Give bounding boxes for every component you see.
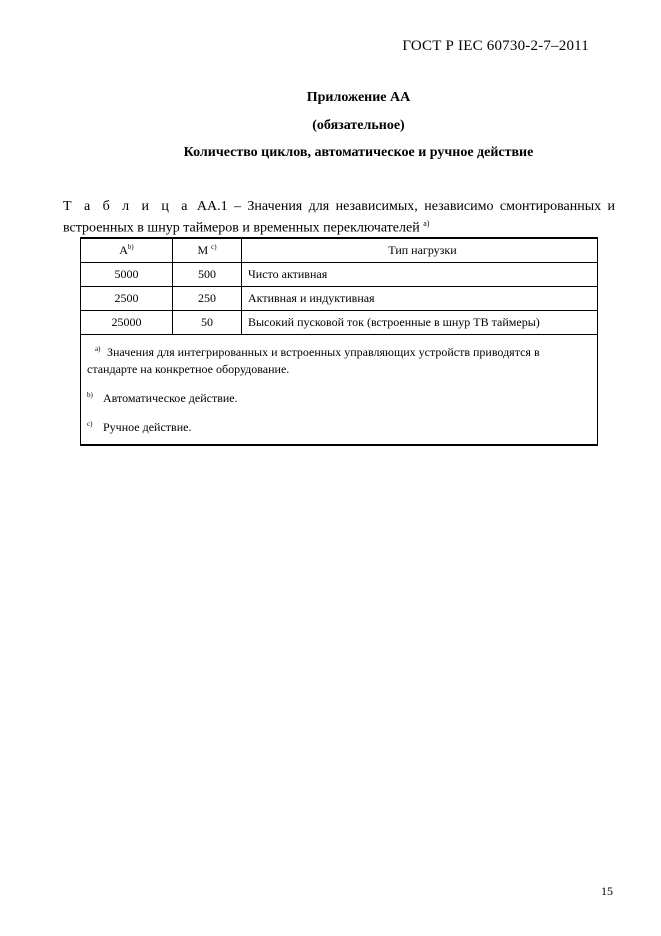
table-notes-row: [81, 335, 598, 446]
cell-m: 250: [173, 287, 242, 311]
table-caption-label: Т а б л и ц а: [63, 199, 191, 214]
annex-status: (обязательное): [312, 118, 405, 133]
note-mark: a): [95, 345, 101, 353]
column-header-a: $A^{b)}$: [81, 238, 173, 263]
table-row: [81, 263, 598, 287]
column-header-a-sup: b): [127, 243, 134, 251]
page-number: 15: [601, 884, 613, 898]
table-caption: [63, 198, 615, 237]
note-text: Автоматическое действие.: [103, 391, 238, 405]
note-mark: c): [87, 420, 93, 428]
table-note: [87, 341, 591, 378]
table-note: [87, 416, 591, 436]
note-text: Значения для интегрированных и встроенных управляющих устройств приводятся в стандарте на конкретное оборудование.: [87, 345, 540, 376]
column-header-m: M $^{c)}$: [173, 238, 242, 263]
document-id: ГОСТ Р IEC 60730-2-7–2011: [402, 38, 589, 54]
cell-load-type: Чисто активная: [242, 263, 598, 287]
cycles-table: [80, 237, 598, 446]
table-caption-text: АА.1 – Значения для независимых, независимо смонтированных и встроенных в шнур таймеров и временных переключателей: [63, 199, 615, 236]
cell-m: 50: [173, 311, 242, 335]
note-mark: b): [87, 391, 93, 399]
cell-load-type: Высокий пусковой ток (встроенные в шнур ТВ таймеры): [242, 311, 598, 335]
table-notes: [81, 335, 598, 446]
table-caption-note-ref: a): [423, 219, 430, 228]
cell-load-type: Активная и индуктивная: [242, 287, 598, 311]
annex-heading: Приложение АА: [306, 90, 411, 105]
cell-a: 2500: [81, 287, 173, 311]
cell-a: 5000: [81, 263, 173, 287]
table-row: [81, 311, 598, 335]
table-header-row: [81, 238, 598, 263]
column-header-load-type: Тип нагрузки: [242, 238, 598, 263]
table-note: [87, 387, 591, 407]
cell-m: 500: [173, 263, 242, 287]
cell-a: 25000: [81, 311, 173, 335]
annex-title: Количество циклов, автоматическое и ручное действие: [183, 145, 534, 160]
column-header-m-sup: c): [211, 243, 217, 251]
note-text: Ручное действие.: [103, 420, 192, 434]
table-row: [81, 287, 598, 311]
